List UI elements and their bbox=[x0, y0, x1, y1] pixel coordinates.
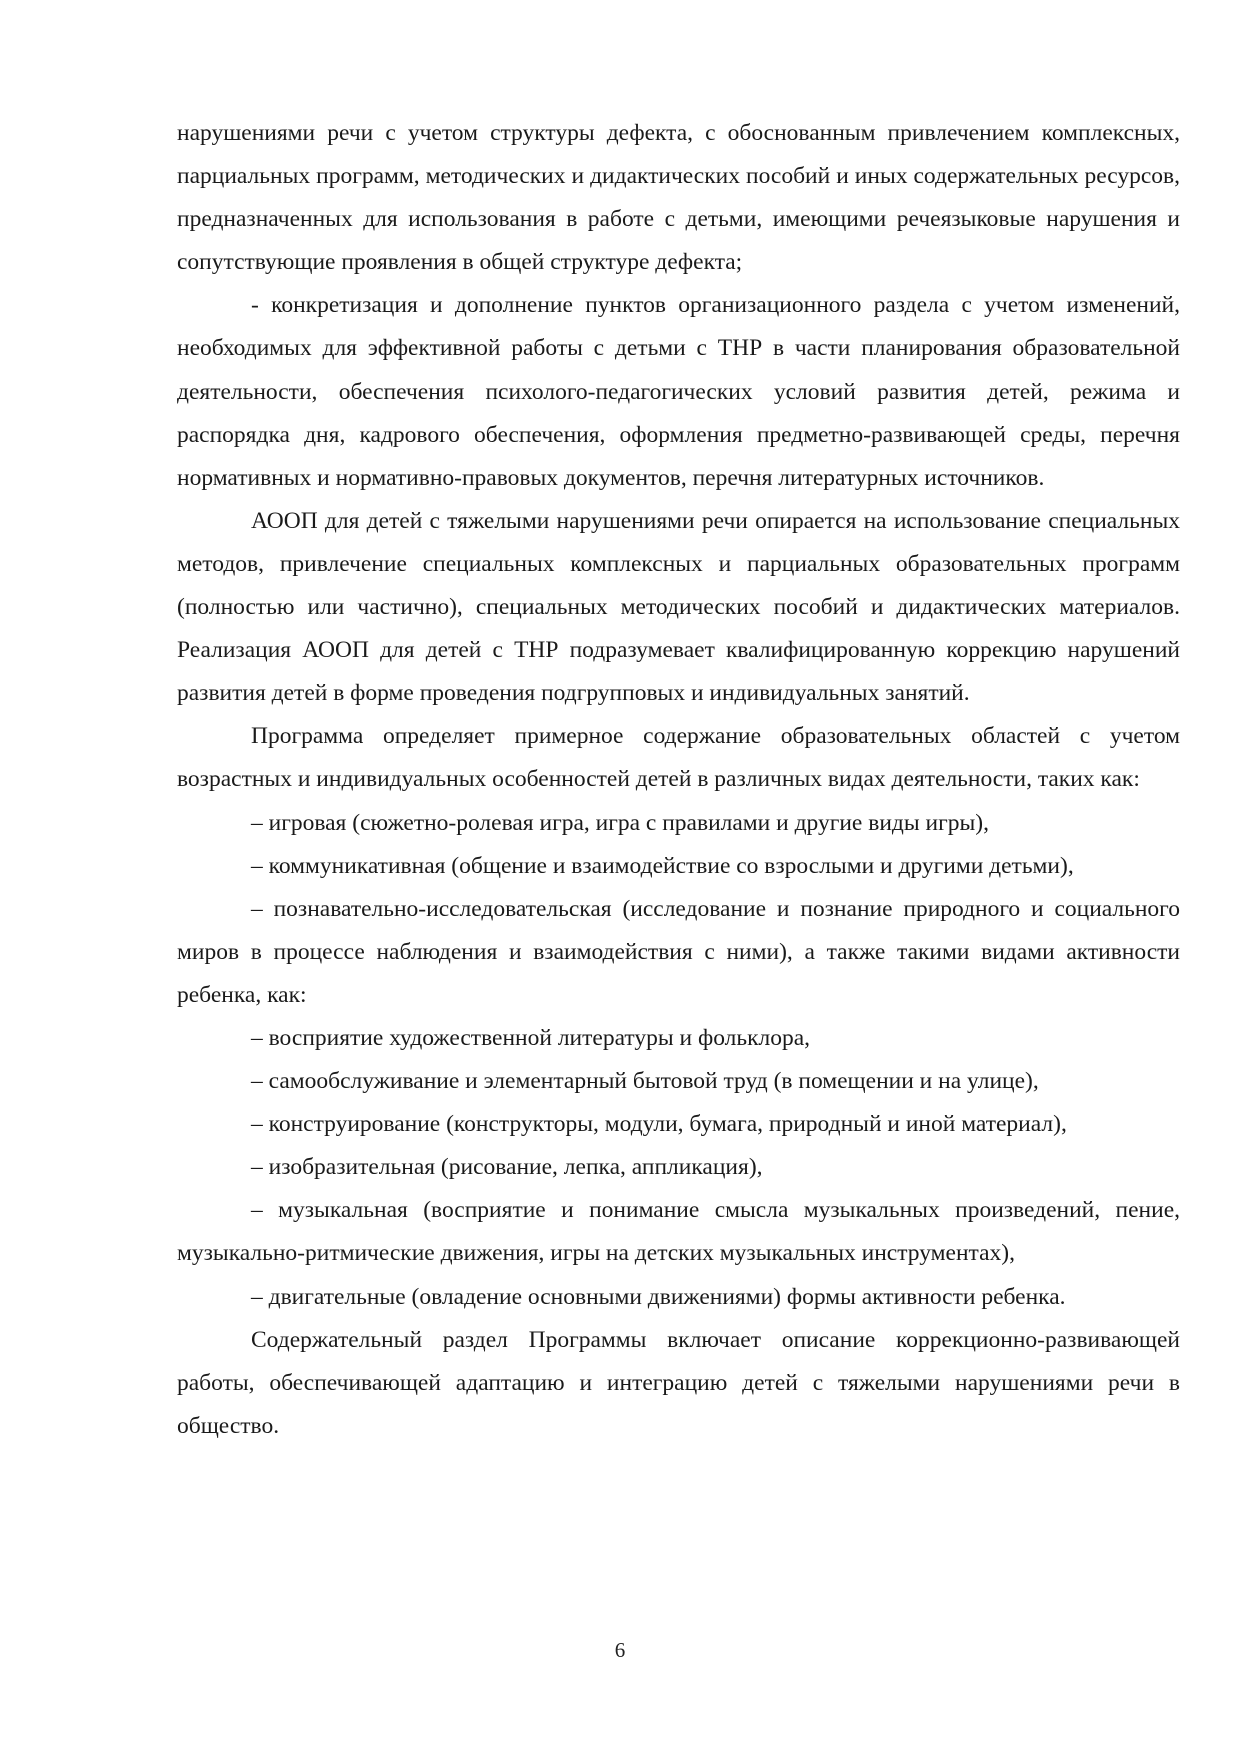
page-body bbox=[177, 112, 1180, 1448]
list-item-literature: – восприятие художественной литературы и фольклора, bbox=[251, 1024, 811, 1051]
list-item-game: – игровая (сюжетно-ролевая игра, игра с правилами и другие виды игры), bbox=[251, 809, 989, 836]
list-item-communicative: – коммуникативная (общение и взаимодействие со взрослыми и другими детьми), bbox=[251, 852, 1074, 879]
paragraph-concretization: - конкретизация и дополнение пунктов организационного раздела с учетом изменений, необходимых для эффективной работы с детьми с ТНР в части планирования образовательной деятельности, обеспечения психолого-педагогических условий развития детей, режима и распорядка дня, кадрового обеспечения, оформления предметно-развивающей среды, перечня нормативных и нормативно-правовых документов, перечня литературных источников. bbox=[177, 292, 1180, 491]
list-item-motor: – двигательные (овладение основными движениями) формы активности ребенка. bbox=[251, 1283, 1066, 1310]
list-item-self-service: – самообслуживание и элементарный бытовой труд (в помещении и на улице), bbox=[251, 1068, 1039, 1095]
list-item-music: – музыкальная (восприятие и понимание смысла музыкальных произведений, пение, музыкально-ритмические движения, игры на детских музыкальных инструментах), bbox=[177, 1197, 1180, 1267]
list-item-visual-arts: – изобразительная (рисование, лепка, аппликация), bbox=[251, 1154, 763, 1181]
list-item-cognitive: – познавательно-исследовательская (исследование и познание природного и социального миров в процессе наблюдения и взаимодействия с ними), а также такими видами активности ребенка, как: bbox=[177, 895, 1180, 1008]
paragraph-aoop: АООП для детей с тяжелыми нарушениями речи опирается на использование специальных методов, привлечение специальных комплексных и парциальных образовательных программ (полностью или частично), специальных методических пособий и дидактических материалов. Реализация АООП для детей с ТНР подразумевает квалифицированную коррекцию нарушений развития детей в форме проведения подгрупповых и индивидуальных занятий. bbox=[177, 507, 1180, 707]
paragraph-content-section: Содержательный раздел Программы включает описание коррекционно-развивающей работы, обеспечивающей адаптацию и интеграцию детей с тяжелыми нарушениями речи в общество. bbox=[177, 1326, 1180, 1439]
paragraph-program-content: Программа определяет примерное содержание образовательных областей с учетом возрастных и индивидуальных особенностей детей в различных видах деятельности, таких как: bbox=[177, 723, 1180, 793]
paragraph-continuation: нарушениями речи с учетом структуры дефекта, с обоснованным привлечением комплексных, парциальных программ, методических и дидактических пособий и иных содержательных ресурсов, предназначенных для использования в работе с детьми, имеющими речеязыковые нарушения и сопутствующие проявления в общей структуре дефекта; bbox=[177, 120, 1180, 276]
list-item-construction: – конструирование (конструкторы, модули, бумага, природный и иной материал), bbox=[251, 1111, 1067, 1138]
page-number: 6 bbox=[614, 1638, 626, 1662]
